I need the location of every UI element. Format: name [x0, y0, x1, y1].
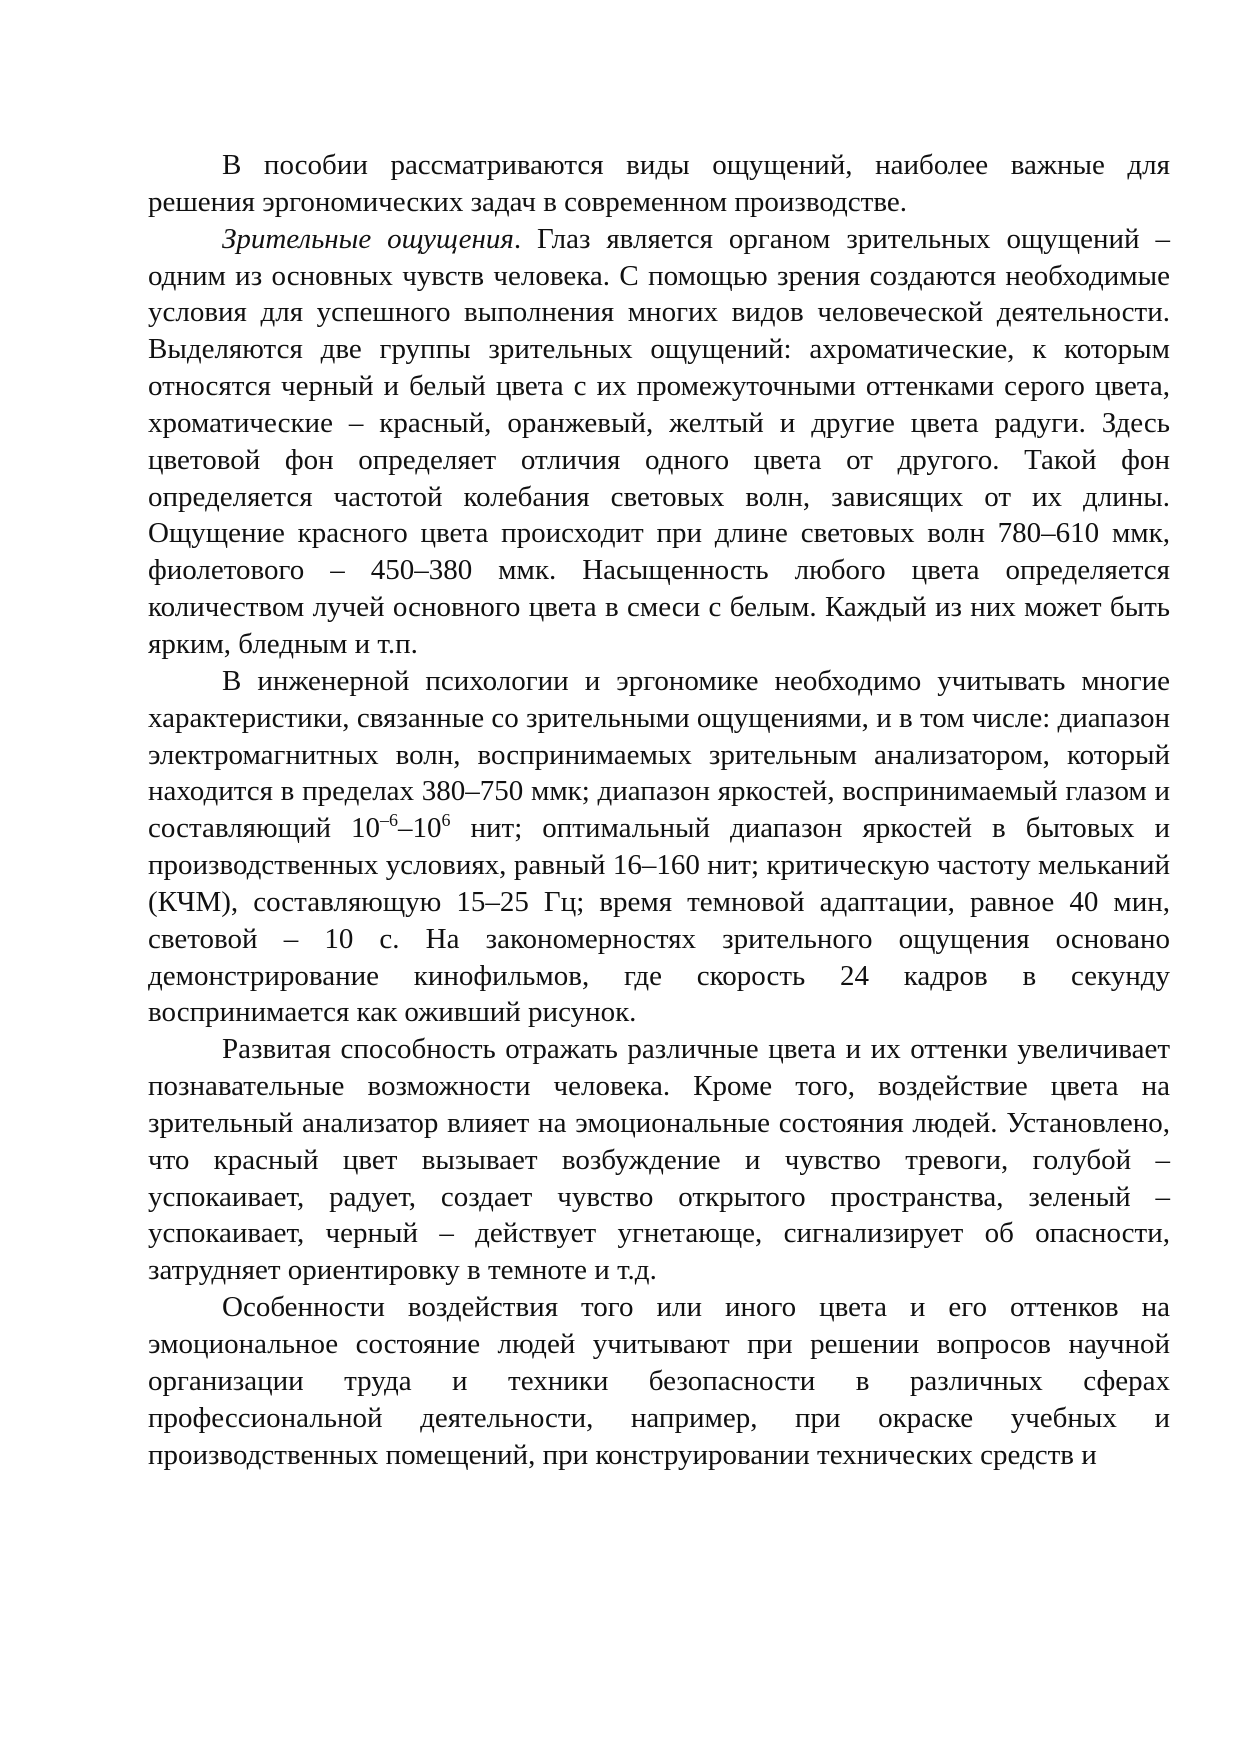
engineering-psychology-text-after: нит; оптимальный диапазон яркостей в бытовых и производственных условиях, равный 16–160 нит; критическую частоту мельканий (КЧМ), составляющую 15–25 Гц; время темновой адаптации, равное 40 мин, световой – 10 с. На закономерностях зрительного ощущения основано демонстрирование кинофильмов, где скорость 24 кадров в секунду воспринимается как оживший рисунок. [148, 812, 1170, 1029]
visual-sensations-text: . Глаз является органом зрительных ощущений – одним из основных чувств человека. С помощью зрения создаются необходимые условия для успешного выполнения многих видов человеческой деятельности. Выделяются две группы зрительных ощущений: ахроматические, к которым относятся черный и белый цвета с их промежуточными оттенками серого цвета, хроматические – красный, оранжевый, желтый и другие цвета радуги. Здесь цветовой фон определяет отличия одного цвета от другого. Такой фон определяется частотой колебания световых волн, зависящих от их длины. Ощущение красного цвета происходит при длине световых волн 780–610 ммк, фиолетового – 450–380 ммк. Насыщенность любого цвета определяется количеством лучей основного цвета в смеси с белым. Каждый из них может быть ярким, бледным и т.п. [148, 222, 1170, 660]
paragraph-color-influence [148, 1289, 1170, 1473]
paragraph-visual-sensations [148, 221, 1170, 663]
paragraph-color-ability [148, 1031, 1170, 1289]
paragraph-color-influence-text: Особенности воздействия того или иного цвета и его оттенков на эмоциональное состояние людей учитывают при решении вопросов научной организации труда и техники безопасности в различных сферах профессиональной деятельности, например, при окраске учебных и производственных помещений, при конструировании технических средств и [148, 1291, 1170, 1471]
engineering-psychology-text-before: В инженерной психологии и эргономике необходимо учитывать многие характеристики, связанные со зрительными ощущениями, и в том числе: диапазон электромагнитных волн, воспринимаемых зрительным анализатором, который находится в пределах 380–750 ммк; диапазон яркостей, воспринимаемый глазом и составляющий 10 [148, 664, 1170, 845]
document-body [148, 147, 1170, 1473]
paragraph-intro-text: В пособии рассматриваются виды ощущений, наиболее важные для решения эргономических задач в современном производстве. [148, 149, 1170, 218]
paragraph-engineering-psychology [148, 663, 1170, 1031]
paragraph-intro [148, 147, 1170, 221]
brightness-exponent-max: 6 [441, 810, 451, 831]
brightness-range-dash: –10 [398, 812, 442, 845]
brightness-exponent-min: –6 [380, 810, 398, 831]
paragraph-color-ability-text: Развитая способность отражать различные цвета и их оттенки увеличивает познавательные возможности человека. Кроме того, воздействие цвета на зрительный анализатор влияет на эмоциональные состояния людей. Установлено, что красный цвет вызывает возбуждение и чувство тревоги, голубой – успокаивает, радует, создает чувство открытого пространства, зеленый – успокаивает, черный – действует угнетающе, сигнализирует об опасности, затрудняет ориентировку в темноте и т.д. [148, 1033, 1170, 1287]
visual-sensations-term: Зрительные ощущения [222, 222, 514, 255]
